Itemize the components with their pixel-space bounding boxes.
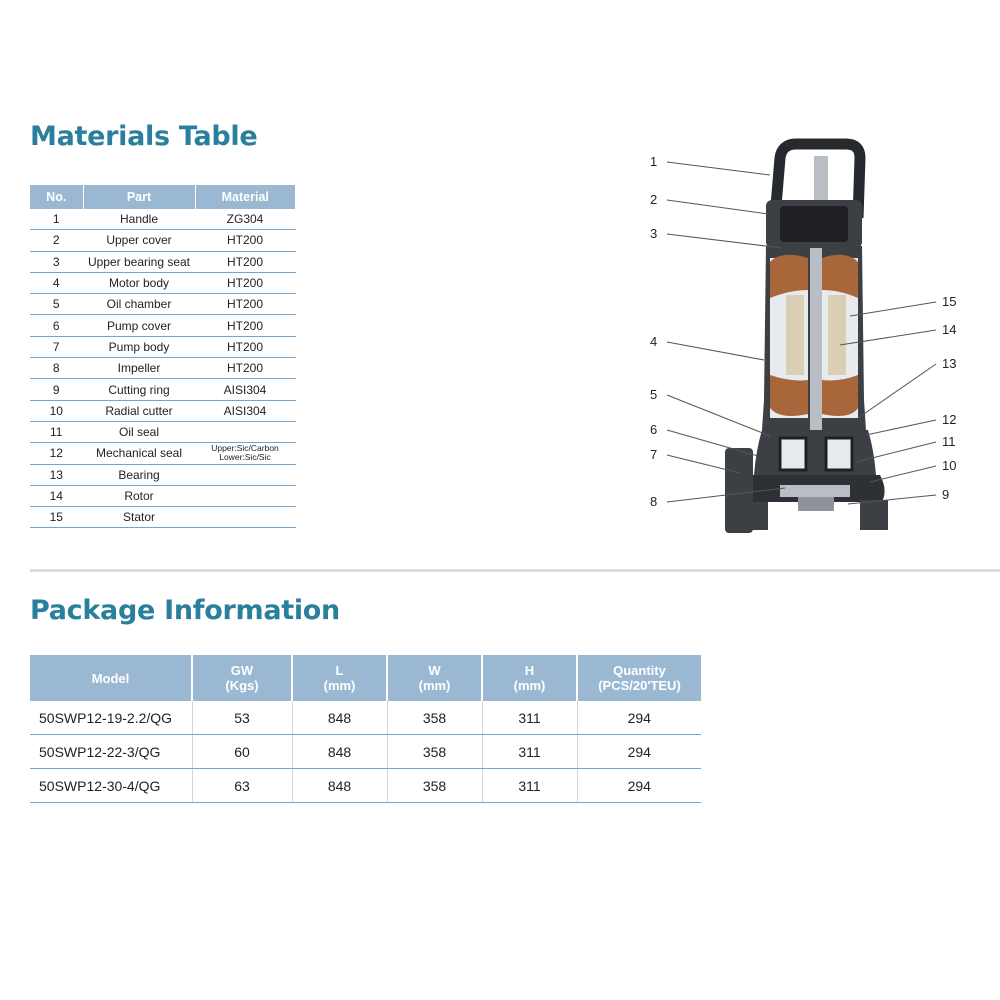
table-row: [30, 400, 295, 421]
row-model: 50SWP12-30-4/QG: [30, 769, 192, 803]
leader-3: [667, 234, 782, 248]
row-no: 3: [30, 251, 83, 272]
callout-15: 15: [942, 294, 957, 309]
row-material: HT200: [195, 358, 295, 379]
table-row: [30, 315, 295, 336]
header-quantity-label: Quantity: [613, 663, 666, 678]
table-row: [30, 421, 295, 442]
header-gw-label: GW: [230, 663, 254, 678]
leader-2: [667, 200, 768, 214]
leader-4: [667, 342, 764, 360]
cutter-shape: [798, 497, 834, 511]
row-no: 7: [30, 336, 83, 357]
row-no: 2: [30, 230, 83, 251]
table-row: [30, 443, 295, 464]
row-material: [195, 485, 295, 506]
leader-6: [667, 430, 758, 456]
row-part: Pump body: [83, 336, 195, 357]
table-row: [30, 294, 295, 315]
shaft-rod: [814, 156, 828, 206]
row-part: Impeller: [83, 358, 195, 379]
row-material: [195, 421, 295, 442]
row-w: 358: [387, 701, 482, 735]
row-qty: 294: [577, 735, 701, 769]
header-model: [30, 655, 192, 701]
row-h: 311: [482, 701, 577, 735]
table-row: [30, 209, 295, 230]
table-row: [30, 485, 295, 506]
row-gw: 53: [192, 701, 292, 735]
row-gw: 60: [192, 735, 292, 769]
callout-8: 8: [650, 494, 658, 509]
winding-bottom-left: [770, 375, 808, 416]
header-h-unit: (mm): [513, 678, 546, 693]
leader-15: [850, 302, 936, 316]
callout-5: 5: [650, 387, 658, 402]
row-part: Oil chamber: [83, 294, 195, 315]
table-row: [30, 507, 295, 528]
row-l: 848: [292, 769, 387, 803]
row-w: 358: [387, 769, 482, 803]
row-no: 1: [30, 209, 83, 230]
header-gw-unit: (Kgs): [225, 678, 259, 693]
header-w-unit: (mm): [418, 678, 451, 693]
seal-left: [780, 438, 806, 470]
row-no: 14: [30, 485, 83, 506]
header-part: Part: [83, 185, 195, 209]
leader-13: [858, 364, 936, 418]
table-row: [30, 701, 701, 735]
oil-chamber-shape: [754, 430, 876, 475]
leader-5: [667, 395, 770, 436]
header-l-unit: (mm): [323, 678, 356, 693]
base-right: [860, 500, 888, 530]
header-no: No.: [30, 185, 83, 209]
row-material: HT200: [195, 336, 295, 357]
materials-header-row: [30, 185, 295, 209]
material-line-2: Lower:Sic/Sic: [219, 452, 271, 463]
row-material: HT200: [195, 272, 295, 293]
package-table: [30, 655, 701, 803]
callout-11: 11: [942, 434, 956, 449]
row-material: HT200: [195, 294, 295, 315]
table-row: [30, 272, 295, 293]
package-title: Package Information: [30, 595, 340, 626]
header-material: Material: [195, 185, 295, 209]
row-part: Pump cover: [83, 315, 195, 336]
row-qty: 294: [577, 769, 701, 803]
callout-9: 9: [942, 487, 950, 502]
base-left: [742, 502, 768, 530]
row-material: HT200: [195, 315, 295, 336]
table-row: [30, 464, 295, 485]
row-qty: 294: [577, 701, 701, 735]
materials-table: [30, 185, 296, 528]
row-part: Motor body: [83, 272, 195, 293]
callout-14: 14: [942, 322, 957, 337]
header-w: [387, 655, 482, 701]
rotor-right: [828, 295, 846, 375]
winding-bottom-right: [822, 375, 858, 416]
row-no: 5: [30, 294, 83, 315]
row-l: 848: [292, 701, 387, 735]
row-part: Handle: [83, 209, 195, 230]
row-material: ZG304: [195, 209, 295, 230]
table-row: [30, 379, 295, 400]
callout-13: 13: [942, 356, 957, 371]
header-gw: [192, 655, 292, 701]
seal-right: [826, 438, 852, 470]
header-l-label: L: [335, 663, 344, 678]
row-h: 311: [482, 735, 577, 769]
row-part: Stator: [83, 507, 195, 528]
callout-4: 4: [650, 334, 658, 349]
callout-7: 7: [650, 447, 658, 462]
row-part: Radial cutter: [83, 400, 195, 421]
row-part: Mechanical seal: [83, 443, 195, 464]
table-row: [30, 251, 295, 272]
row-part: Rotor: [83, 485, 195, 506]
header-quantity: [577, 655, 701, 701]
header-h-label: H: [524, 663, 535, 678]
callout-12: 12: [942, 412, 957, 427]
row-gw: 63: [192, 769, 292, 803]
row-no: 4: [30, 272, 83, 293]
leader-12: [866, 420, 936, 435]
impeller-shape: [780, 485, 850, 497]
row-no: 9: [30, 379, 83, 400]
row-h: 311: [482, 769, 577, 803]
table-row: [30, 358, 295, 379]
package-header-row: [30, 655, 701, 701]
row-material: AISI304: [195, 400, 295, 421]
row-part: Oil seal: [83, 421, 195, 442]
row-material: HT200: [195, 230, 295, 251]
table-row: [30, 230, 295, 251]
row-no: 8: [30, 358, 83, 379]
header-w-label: W: [428, 663, 441, 678]
row-material: AISI304: [195, 379, 295, 400]
materials-title: Materials Table: [30, 121, 258, 152]
row-no: 6: [30, 315, 83, 336]
material-line-1: Upper:Sic/Carbon: [211, 443, 279, 454]
upper-cover-inner: [780, 206, 848, 242]
row-no: 10: [30, 400, 83, 421]
header-l: [292, 655, 387, 701]
section-divider: [30, 569, 1000, 572]
header-h: [482, 655, 577, 701]
row-w: 358: [387, 735, 482, 769]
callout-1: 1: [650, 154, 658, 169]
leader-1: [667, 162, 770, 175]
row-no: 13: [30, 464, 83, 485]
row-no: 15: [30, 507, 83, 528]
header-quantity-unit: (PCS/20'TEU): [598, 678, 681, 693]
row-model: 50SWP12-19-2.2/QG: [30, 701, 192, 735]
callout-3: 3: [650, 226, 658, 241]
row-material: HT200: [195, 251, 295, 272]
row-material: [195, 464, 295, 485]
header-model-label: Model: [91, 670, 130, 686]
row-model: 50SWP12-22-3/QG: [30, 735, 192, 769]
row-no: 11: [30, 421, 83, 442]
table-row: [30, 769, 701, 803]
callout-2: 2: [650, 192, 658, 207]
row-part: Upper cover: [83, 230, 195, 251]
callout-10: 10: [942, 458, 957, 473]
row-l: 848: [292, 735, 387, 769]
row-material: [195, 443, 295, 464]
table-row: [30, 336, 295, 357]
pump-cutaway-diagram: [630, 130, 990, 550]
row-material: [195, 507, 295, 528]
row-part: Bearing: [83, 464, 195, 485]
row-no: 12: [30, 443, 83, 464]
callout-6: 6: [650, 422, 658, 437]
table-row: [30, 735, 701, 769]
row-part: Cutting ring: [83, 379, 195, 400]
row-part: Upper bearing seat: [83, 251, 195, 272]
leader-10: [870, 466, 936, 482]
rotor-left: [786, 295, 804, 375]
